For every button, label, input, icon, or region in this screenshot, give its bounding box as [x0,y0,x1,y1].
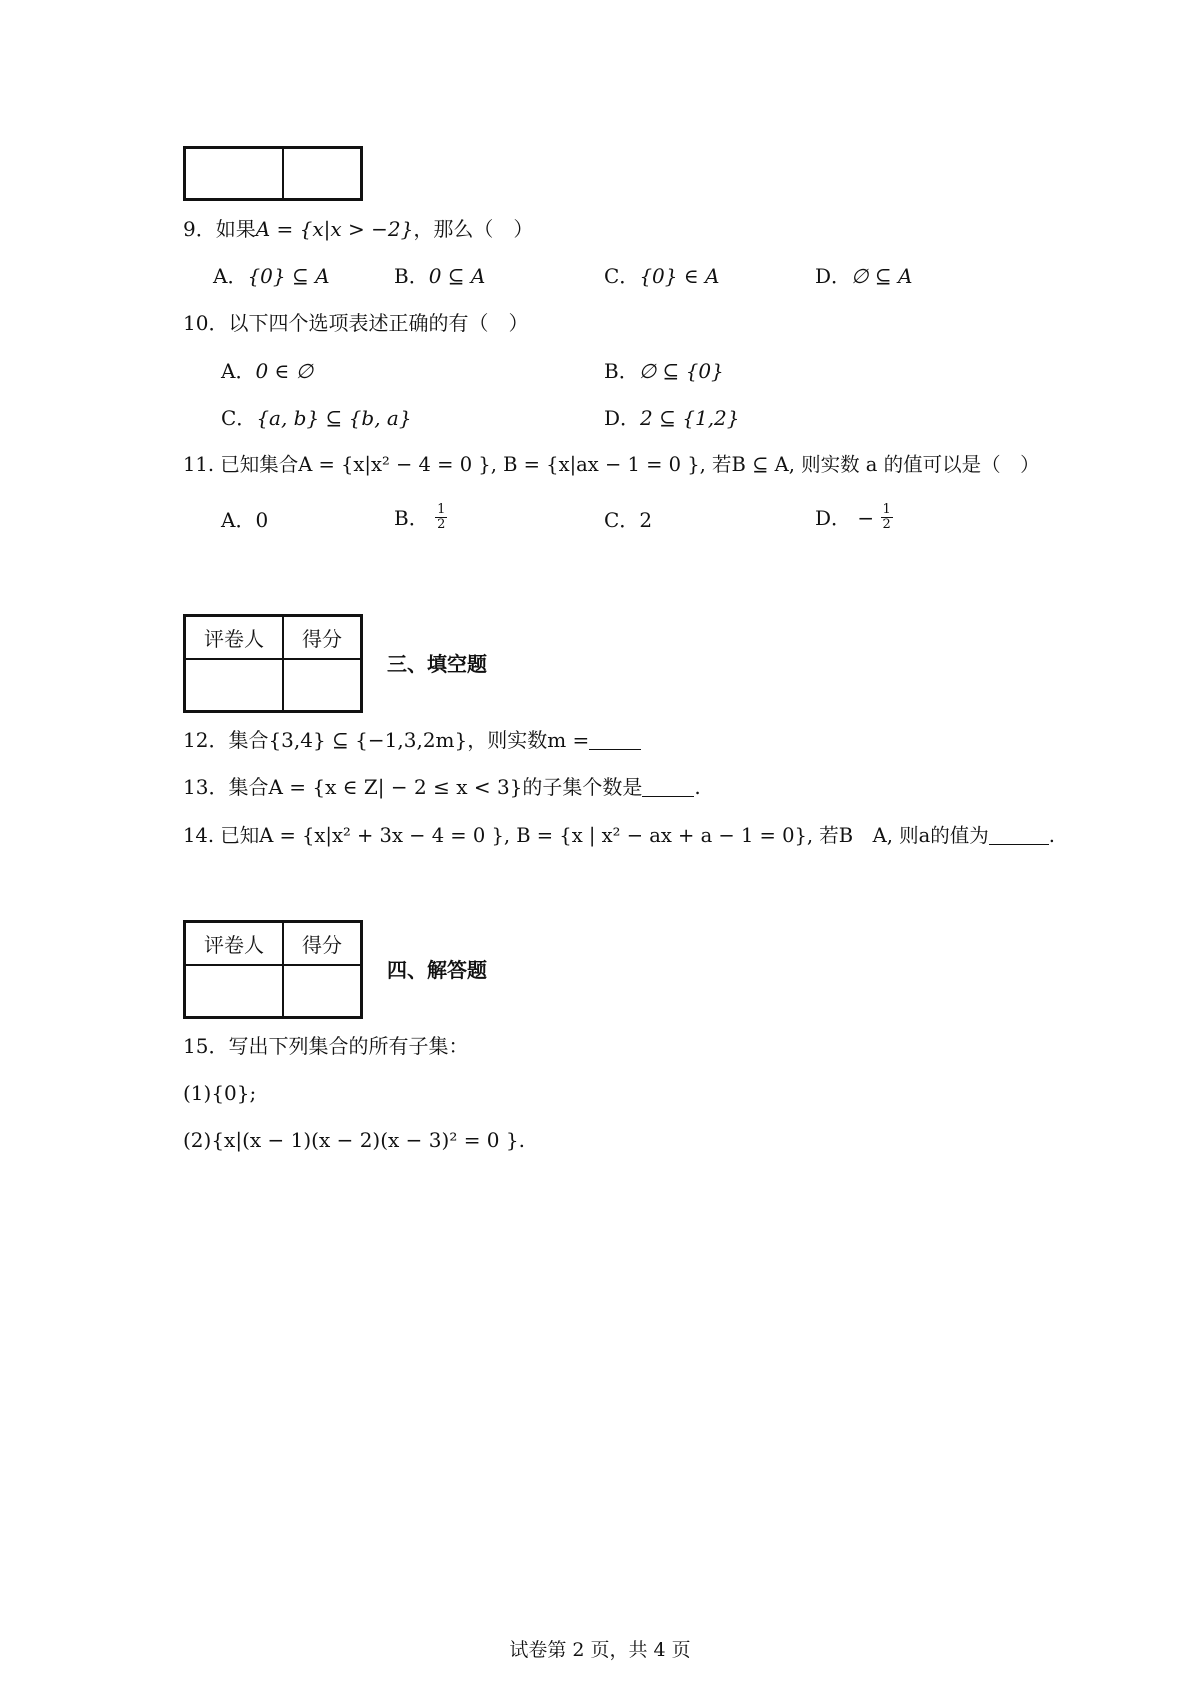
grader-label: 评卷人 [185,922,284,965]
q11-stem: 11. 已知集合A = {x|x² − 4 = 0 }, B = {x|ax − 1 = 0 }, 若B ⊆ A, 则实数 a 的值可以是（ ） [183,453,1040,476]
section3-title: 三、填空题 [387,652,487,676]
q11-option-a: A．0 [221,508,269,532]
score-box-top-cell-1 [185,148,284,200]
q9-option-a: A．{0} ⊆ A [213,264,330,288]
q10-option-a: A．0 ∈ ∅ [221,359,314,383]
q12-stem: 12．集合{3,4} ⊆ {−1,3,2m}，则实数m = [183,729,641,750]
score-cell [283,659,362,712]
q13-answer-blank[interactable] [642,776,694,797]
q10-option-c: C．{a, b} ⊆ {b, a} [221,406,412,430]
score-label: 得分 [283,922,362,965]
q10-option-d: D．2 ⊆ {1,2} [604,406,740,430]
score-cell [283,965,362,1018]
q10-stem: 10．以下四个选项表述正确的有（ ） [183,311,529,335]
grader-cell [185,659,284,712]
q9-option-b: B．0 ⊆ A [394,264,486,288]
q11-option-c: C．2 [604,508,653,532]
q9-stem: 9．如果A = {x|x > −2}，那么（ ） [183,217,534,241]
score-box-section4 [183,920,363,1019]
q11-option-d: D． − $\frac{1}{2}$ [815,502,891,533]
q9-option-c: C．{0} ∈ A [604,264,720,288]
q15-part-2: (2){x|(x − 1)(x − 2)(x − 3)² = 0 }. [183,1128,525,1152]
section4-title: 四、解答题 [387,958,487,982]
q12-answer-blank[interactable] [589,729,641,750]
q14-answer-blank[interactable] [989,824,1049,845]
score-label: 得分 [283,616,362,659]
q14-stem: 14. 已知A = {x|x² + 3x − 4 = 0 }, B = {x | x² − ax + a − 1 = 0}, 若B A, 则a的值为 . [183,824,1055,847]
fraction-negative-one-half: $\frac{1}{2}$ [882,502,891,533]
q10-option-b: B．∅ ⊆ {0} [604,359,724,383]
score-box-top-cell-2 [283,148,362,200]
q15-part-1: (1){0}; [183,1081,257,1105]
grader-cell [185,965,284,1018]
q11-option-b: B． $\frac{1}{2}$ [394,502,446,533]
score-box-top [183,146,363,201]
score-box-section3 [183,614,363,713]
fraction-one-half: $\frac{1}{2}$ [437,502,446,533]
q13-stem: 13．集合A = {x ∈ Z| − 2 ≤ x < 3}的子集个数是 . [183,775,701,799]
q9-option-d: D．∅ ⊆ A [815,264,913,288]
grader-label: 评卷人 [185,616,284,659]
q15-stem: 15．写出下列集合的所有子集： [183,1034,469,1058]
page-footer: 试卷第 2 页，共 4 页 [509,1639,691,1661]
